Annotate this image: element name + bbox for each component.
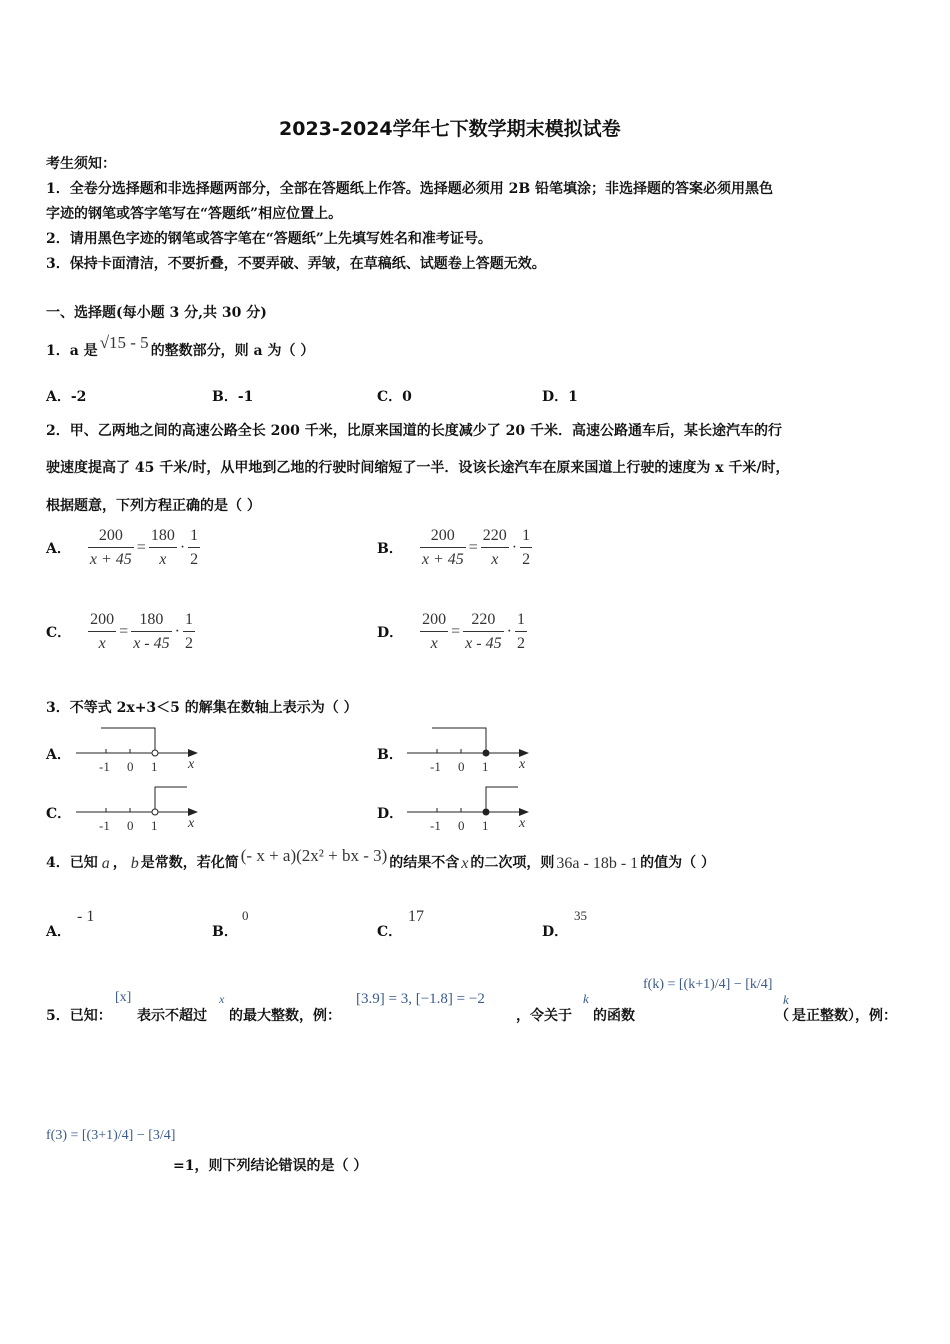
axis-variable: x	[519, 757, 526, 772]
tick-label: -1	[430, 818, 441, 833]
denominator: x - 45	[465, 635, 502, 652]
option-value: 35	[574, 908, 587, 923]
numerator: 200	[88, 611, 116, 632]
q3-option-b[interactable]	[377, 726, 537, 776]
q5-text: 表示不超过	[137, 1008, 207, 1024]
tick-label: 0	[127, 818, 134, 833]
q2-option-a[interactable]: A． $\frac{200}{x + 45}$ = $\frac{180}{x}$ · $\frac{1}{2}$	[46, 527, 199, 568]
q4-var-a: a	[101, 855, 110, 872]
q2-option-b[interactable]: B． $\frac{200}{x + 45}$ = $\frac{220}{x}$ · $\frac{1}{2}$	[377, 527, 531, 568]
numerator: 220	[481, 527, 509, 548]
denominator: x	[159, 551, 167, 568]
tick-label: 1	[482, 759, 489, 774]
denominator: x + 45	[89, 551, 132, 568]
numerator: 180	[131, 611, 171, 632]
q2-line-2: 驶速度提高了 45 千米/时，从甲地到乙地的行驶时间缩短了一半．设该长途汽车在原来国道上行驶的速度为 x 千米/时，	[46, 460, 790, 476]
numerator: 220	[463, 611, 503, 632]
q5-text: （	[775, 1008, 789, 1024]
q1-option-d[interactable]: D．1	[542, 389, 578, 405]
number-line	[72, 726, 202, 776]
numerator: 1	[520, 527, 532, 548]
option-label: C．	[46, 625, 72, 641]
q5-text: ，令关于	[516, 1008, 572, 1024]
denominator: 2	[190, 551, 199, 568]
q3-text: 3．不等式 2x+3＜5 的解集在数轴上表示为（ ）	[46, 700, 358, 716]
option-label: C．	[46, 806, 72, 822]
notice-heading: 考生须知：	[46, 156, 116, 172]
denominator: x	[430, 635, 438, 652]
axis-variable: x	[519, 816, 526, 831]
q4-text: 是常数，若化简	[140, 855, 239, 871]
q4-var-b: b	[130, 855, 139, 872]
axis-variable: x	[188, 816, 195, 831]
number-line	[72, 785, 202, 835]
tick-label: -1	[99, 759, 110, 774]
page-title: 2023-2024学年七下数学期末模拟试卷	[279, 118, 621, 140]
q4-text: 的结果不含	[389, 855, 460, 871]
numerator: 200	[420, 527, 466, 548]
q5-text: 的函数	[593, 1008, 635, 1024]
tick-label: -1	[99, 818, 110, 833]
q4-expression: (- x + a)(2x² + bx - 3)	[240, 846, 388, 865]
q4-var-x: x	[461, 855, 469, 872]
q4-prefix: 4．已知	[46, 855, 98, 871]
numerator: 200	[420, 611, 448, 632]
option-value: 17	[408, 908, 424, 925]
option-label: A．	[46, 541, 71, 557]
q4-suffix: 的值为（ ）	[640, 855, 716, 871]
option-label: A．	[46, 924, 71, 940]
number-line	[403, 726, 533, 776]
q1-option-c[interactable]: C．0	[377, 389, 412, 405]
q4-option-d[interactable]	[542, 908, 662, 942]
denominator: 2	[184, 635, 193, 652]
question-4	[46, 846, 716, 875]
q3-option-c[interactable]	[46, 785, 206, 835]
q2-line-1: 2．甲、乙两地之间的高速公路全长 200 千米，比原来国道的长度减少了 20 千米．高速公路通车后，某长途汽车的行	[46, 423, 782, 439]
option-label: D．	[542, 924, 569, 940]
tick-label: -1	[430, 759, 441, 774]
numerator: 1	[515, 611, 527, 632]
q1-option-a[interactable]: A．-2	[46, 389, 87, 405]
numerator: 200	[88, 527, 134, 548]
denominator: 2	[522, 551, 531, 568]
option-label: B．	[377, 747, 403, 763]
q5-var-k2: k	[783, 992, 789, 1007]
q2-line-3: 根据题意，下列方程正确的是（ ）	[46, 498, 261, 514]
q2-option-d[interactable]: D． $\frac{200}{x}$ = $\frac{220}{x - 45}$ · $\frac{1}{2}$	[377, 611, 525, 652]
q1-expression: √15 - 5	[99, 333, 149, 352]
option-label: A．	[46, 747, 71, 763]
notice-line-3: 3．保持卡面清洁，不要折叠，不要弄破、弄皱，在草稿纸、试题卷上答题无效。	[46, 256, 546, 272]
notice-line-1a: 1．全卷分选择题和非选择题两部分，全部在答题纸上作答。选择题必须用 2B 铅笔填涂；非选择题的答案必须用黑色	[46, 181, 774, 197]
numerator: 1	[183, 611, 195, 632]
number-line	[403, 785, 533, 835]
q5-text: 是正整数），例：	[792, 1008, 897, 1024]
denominator: x	[491, 551, 499, 568]
tick-label: 1	[151, 759, 158, 774]
tick-label: 1	[482, 818, 489, 833]
notice-line-1b: 字迹的钢笔或答字笔写在“答题纸”相应位置上。	[46, 206, 343, 222]
q5-floor-x: [x]	[115, 990, 132, 1005]
q5-text: 的最大整数，例：	[229, 1008, 341, 1024]
q4-expression-2: 36a - 18b - 1	[556, 855, 639, 872]
q5-var-k: k	[583, 991, 589, 1006]
option-value: 0	[242, 908, 249, 923]
q1-prefix: 1．a 是	[46, 343, 98, 359]
denominator: x	[98, 635, 106, 652]
q1-option-b[interactable]: B．-1	[212, 389, 254, 405]
option-label: B．	[212, 924, 238, 940]
tick-label: 0	[127, 759, 134, 774]
tick-label: 1	[151, 818, 158, 833]
q5-prefix: 5．已知：	[46, 1008, 112, 1024]
denominator: x - 45	[133, 635, 170, 652]
q5-var-x: x	[219, 992, 225, 1006]
option-value: - 1	[77, 908, 95, 925]
q4-text: 的二次项，则	[470, 855, 555, 871]
q3-option-a[interactable]	[46, 726, 206, 776]
q5-function: f(k) = [(k+1)/4] − [k/4]	[643, 977, 773, 992]
option-label: D．	[377, 806, 404, 822]
q4-option-a[interactable]	[46, 908, 166, 942]
option-label: B．	[377, 541, 403, 557]
q5-example-2: f(3) = [(3+1)/4] − [3/4]	[46, 1128, 176, 1143]
q1-suffix: 的整数部分，则 a 为（ ）	[150, 343, 315, 359]
axis-variable: x	[188, 757, 195, 772]
q4-sep: ，	[112, 855, 127, 871]
option-label: C．	[377, 924, 403, 940]
numerator: 1	[188, 527, 200, 548]
denominator: 2	[516, 635, 525, 652]
tick-label: 0	[458, 818, 465, 833]
q5-example: [3.9] = 3, [−1.8] = −2	[356, 991, 485, 1007]
q2-option-c[interactable]: C． $\frac{200}{x}$ = $\frac{180}{x - 45}$ · $\frac{1}{2}$	[46, 611, 193, 652]
numerator: 180	[149, 527, 177, 548]
denominator: x + 45	[421, 551, 464, 568]
q3-option-d[interactable]	[377, 785, 537, 835]
q4-option-b[interactable]	[212, 908, 332, 942]
section-heading: 一、选择题(每小题 3 分,共 30 分)	[46, 305, 267, 321]
q5-text: =1，则下列结论错误的是（ ）	[173, 1158, 368, 1174]
option-label: D．	[377, 625, 404, 641]
tick-label: 0	[458, 759, 465, 774]
question-1	[46, 330, 314, 360]
notice-line-2: 2．请用黑色字迹的钢笔或答字笔在“答题纸”上先填写姓名和准考证号。	[46, 231, 492, 247]
q4-option-c[interactable]	[377, 908, 497, 942]
